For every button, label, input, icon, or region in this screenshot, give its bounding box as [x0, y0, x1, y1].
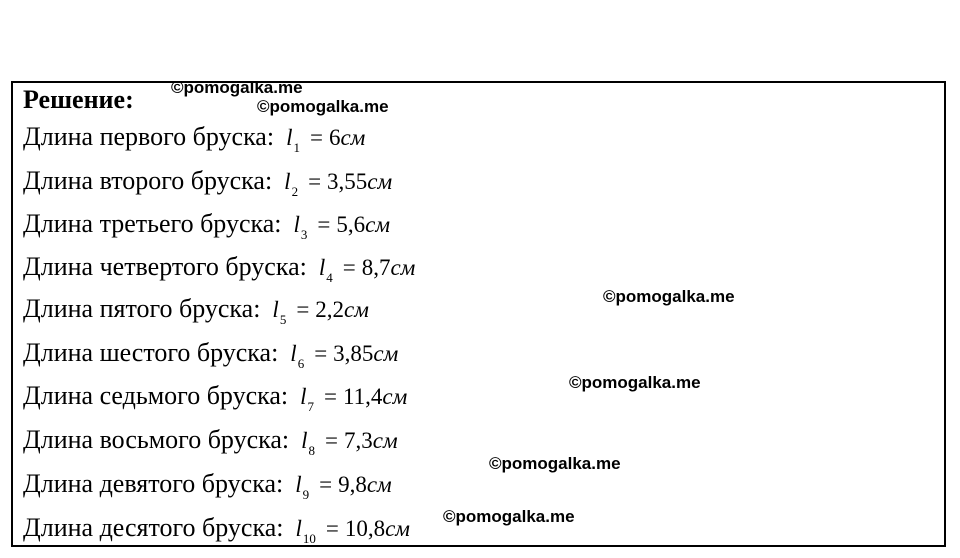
solution-heading: Решение:: [23, 85, 134, 114]
row-length-9: [23, 466, 392, 502]
length-formula: $l_1 = 6см$: [286, 125, 366, 155]
row-length-5: [23, 291, 369, 327]
unit: см: [367, 169, 393, 194]
length-value: 10,8: [344, 516, 386, 541]
length-value: 2,2: [315, 297, 345, 322]
row-label: Длина восьмого бруска:: [23, 425, 290, 454]
row-label: Длина шестого бруска:: [23, 338, 279, 367]
length-value: 6: [328, 125, 341, 150]
unit: см: [340, 125, 366, 150]
unit: см: [365, 212, 391, 237]
row-length-7: [23, 378, 407, 414]
row-length-3: [23, 206, 390, 242]
watermark: ©pomogalka.me: [171, 78, 303, 97]
row-label: Длина первого бруска:: [23, 122, 275, 151]
watermark: ©pomogalka.me: [257, 97, 389, 116]
length-value: 7,3: [344, 428, 373, 453]
length-value: 8,7: [361, 255, 391, 280]
row-length-10: [23, 510, 410, 546]
unit: см: [366, 472, 392, 497]
row-label: Длина четвертого бруска:: [23, 252, 307, 281]
row-length-6: [23, 335, 398, 371]
length-formula: $l_{10} = 10,8см$: [295, 516, 410, 546]
unit: см: [372, 428, 398, 453]
row-length-2: [23, 163, 392, 199]
unit: см: [344, 297, 369, 322]
unit: см: [390, 255, 416, 280]
length-formula: $l_8 = 7,3см$: [301, 428, 398, 458]
unit: см: [385, 516, 410, 541]
watermark: ©pomogalka.me: [603, 287, 735, 306]
row-label: Длина пятого бруска:: [23, 294, 261, 323]
length-formula: $l_4 = 8,7см$: [318, 255, 416, 285]
unit: см: [373, 341, 399, 366]
row-label: Длина седьмого бруска:: [23, 381, 289, 410]
length-value: 5,6: [336, 212, 366, 237]
row-label: Длина десятого бруска:: [23, 513, 284, 542]
length-formula: $l_2 = 3,55см$: [284, 169, 393, 199]
row-label: Длина второго бруска:: [23, 166, 273, 195]
length-formula: $l_9 = 9,8см$: [295, 472, 392, 502]
length-value: 11,4: [343, 384, 383, 409]
length-value: 9,8: [338, 472, 367, 497]
row-length-8: [23, 422, 398, 458]
length-value: 3,55: [327, 169, 368, 194]
watermark: ©pomogalka.me: [569, 373, 701, 392]
length-formula: $l_7 = 11,4см$: [300, 384, 408, 414]
watermark: ©pomogalka.me: [489, 454, 621, 473]
unit: см: [382, 384, 408, 409]
length-formula: $l_6 = 3,85см$: [290, 341, 399, 371]
length-value: 3,85: [333, 341, 374, 366]
row-length-4: [23, 249, 415, 285]
row-label: Длина третьего бруска:: [23, 209, 282, 238]
length-formula: $l_5 = 2,2см$: [272, 297, 369, 327]
row-label: Длина девятого бруска:: [23, 469, 284, 498]
watermark: ©pomogalka.me: [443, 507, 575, 526]
row-length-1: [23, 119, 365, 155]
length-formula: $l_3 = 5,6см$: [293, 212, 391, 242]
